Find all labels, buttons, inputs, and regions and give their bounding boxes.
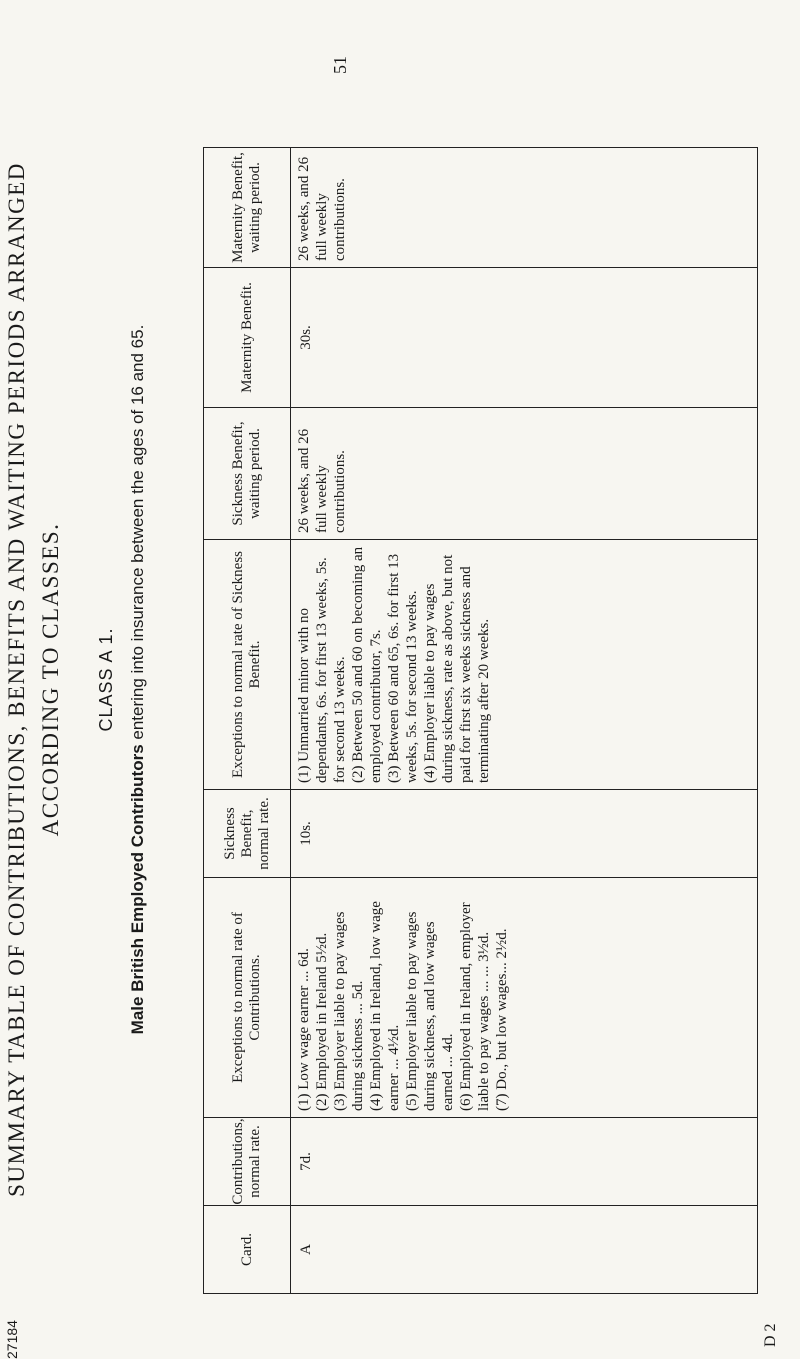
list-item: (2) Employed in Ireland 5½d. <box>314 932 330 1111</box>
cell-contributions-exceptions <box>291 878 758 1118</box>
list-item: (7) Do., but low wages... 2½d. <box>494 928 510 1111</box>
sheet-reference: D 2 <box>762 1323 779 1347</box>
header-row <box>204 148 291 1294</box>
subtitle-bold: Male British Employed Contributors <box>128 744 147 1035</box>
cell-maternity: 30s. <box>291 268 758 408</box>
header-sickness-rate: Sickness Benefit, normal rate. <box>204 790 291 878</box>
header-contributions-exceptions: Exceptions to normal rate of Contributions. <box>204 878 291 1118</box>
cell-sickness-waiting: 26 weeks, and 26 full weekly contributions. <box>291 408 758 540</box>
header-maternity: Maternity Benefit. <box>204 268 291 408</box>
header-card: Card. <box>204 1206 291 1294</box>
list-item: (3) Employer liable to pay wages during sickness ... 5d. <box>332 911 366 1111</box>
title-line-2: ACCORDING TO CLASSES. <box>38 522 63 837</box>
header-maternity-waiting: Maternity Benefit, waiting period. <box>204 148 291 268</box>
list-item: (2) Between 50 and 60 on becoming an employed contributor, 7s. <box>350 546 384 783</box>
page-reference: 27184 <box>4 1320 20 1359</box>
header-sickness-waiting: Sickness Benefit, waiting period. <box>204 408 291 540</box>
list-item: (6) Employed in Ireland, employer liable to pay wages ... ... 3½d. <box>458 902 492 1111</box>
header-contributions-rate: Contributions, normal rate. <box>204 1118 291 1206</box>
cell-maternity-waiting: 26 weeks, and 26 full weekly contributions. <box>291 148 758 268</box>
class-label: CLASS A 1. <box>96 627 116 732</box>
list-item: (1) Low wage earner ... 6d. <box>296 948 312 1111</box>
cell-sickness-exceptions <box>291 540 758 790</box>
list-item: (1) Unmarried minor with no dependants, 6s. for first 13 weeks, 5s. for second 13 weeks. <box>296 557 348 783</box>
cell-contributions-rate: 7d. <box>291 1118 758 1206</box>
page-number: 51 <box>330 56 350 74</box>
table-row <box>291 148 758 1294</box>
title-line-1: SUMMARY TABLE OF CONTRIBUTIONS, BENEFITS AND WAITING PERIODS ARRANGED <box>4 162 29 1197</box>
subtitle <box>128 0 148 1359</box>
subtitle-rest: entering into insurance between the ages of 16 and 65. <box>128 324 147 745</box>
list-item: (4) Employed in Ireland, low wage earner ... 4½d. <box>368 901 402 1111</box>
summary-table <box>203 147 758 1294</box>
list-item: (4) Employer liable to pay wages during sickness, rate as above, but not paid for first six weeks sickness and terminating after 20 weeks. <box>422 554 492 783</box>
cell-sickness-rate: 10s. <box>291 790 758 878</box>
list-item: (5) Employer liable to pay wages during sickness, and low wages earned ... 4d. <box>404 911 456 1111</box>
list-item: (3) Between 60 and 65, 6s. for first 13 weeks, 5s. for second 13 weeks. <box>386 553 420 783</box>
header-sickness-exceptions: Exceptions to normal rate of Sickness Benefit. <box>204 540 291 790</box>
cell-card: A <box>291 1206 758 1294</box>
